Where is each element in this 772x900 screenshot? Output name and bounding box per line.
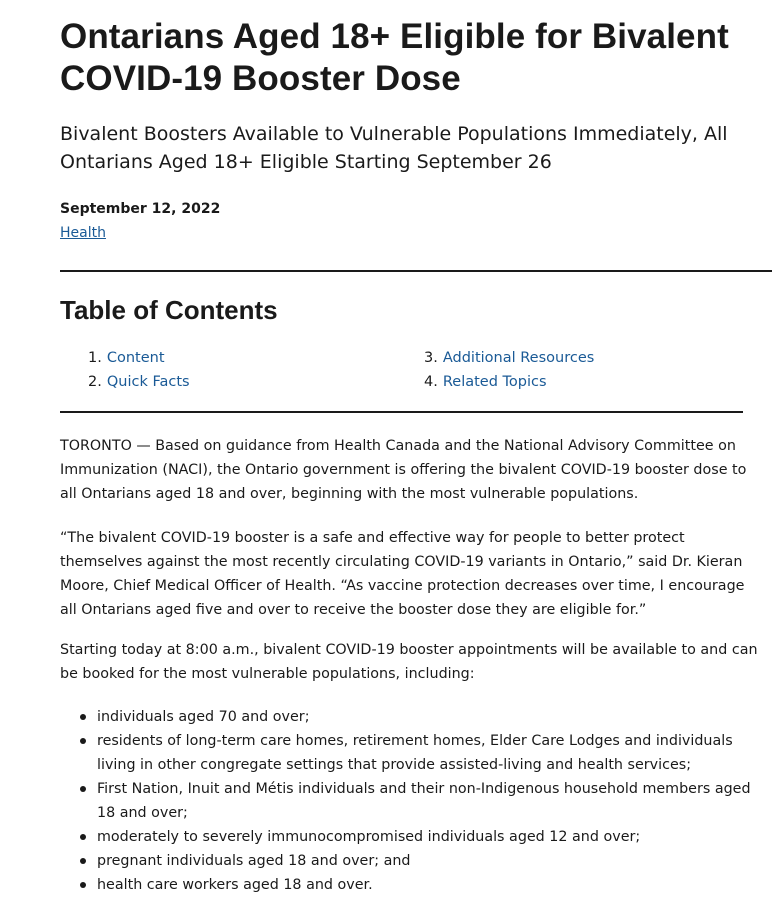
toc-item-content bbox=[88, 346, 190, 370]
list-item bbox=[77, 873, 757, 897]
list-item bbox=[77, 729, 757, 777]
body-paragraph: “The bivalent COVID-19 booster is a safe and effective way for people to better protect themselves against the most recently circulating COVID-19 variants in Ontario,” said Dr. Kieran Moore, Chief Medical Officer of Health. “As vaccine protection decreases over time, I encourage all Ontarians aged five and over to receive the booster dose they are eligible for.” bbox=[60, 530, 745, 618]
toc-item-quick-facts bbox=[88, 370, 190, 394]
list-item-text: residents of long-term care homes, retirement homes, Elder Care Lodges and individuals living in other congregate settings that provide assisted-living and health services; bbox=[97, 733, 733, 773]
eligible-populations-list bbox=[77, 705, 757, 897]
topic-link-health[interactable]: Health bbox=[60, 225, 106, 241]
page-title: Ontarians Aged 18+ Eligible for Bivalent COVID-19 Booster Dose bbox=[60, 17, 729, 98]
toc-number: 4. bbox=[424, 374, 438, 390]
divider-bottom bbox=[60, 411, 743, 413]
toc-item-additional-resources bbox=[424, 346, 594, 370]
bullet-icon bbox=[80, 858, 86, 864]
toc-link-additional-resources[interactable]: Additional Resources bbox=[442, 350, 595, 366]
page-subtitle: Bivalent Boosters Available to Vulnerable Populations Immediately, All Ontarians Aged 18+ Eligible Starting September 26 bbox=[60, 123, 728, 173]
list-item-text: health care workers aged 18 and over. bbox=[97, 877, 373, 893]
toc-heading: Table of Contents bbox=[60, 295, 278, 325]
divider-top bbox=[60, 270, 772, 272]
list-item-text: First Nation, Inuit and Métis individuals and their non-Indigenous household members aged 18 and over; bbox=[97, 781, 751, 821]
bullet-icon bbox=[80, 738, 86, 744]
bullet-icon bbox=[80, 714, 86, 720]
bullet-icon bbox=[80, 882, 86, 888]
toc-item-related-topics bbox=[424, 370, 594, 394]
toc-number: 3. bbox=[424, 350, 438, 366]
release-date: September 12, 2022 bbox=[60, 201, 221, 217]
toc-list-right bbox=[424, 346, 594, 394]
body-paragraph: TORONTO — Based on guidance from Health Canada and the National Advisory Committee on Immunization (NACI), the Ontario government is offering the bivalent COVID-19 booster dose to all Ontarians aged 18 and over, beginning with the most vulnerable populations. bbox=[60, 438, 747, 502]
toc-link-related-topics[interactable]: Related Topics bbox=[442, 374, 547, 390]
toc-link-content[interactable]: Content bbox=[106, 350, 165, 366]
list-item-text: moderately to severely immunocompromised individuals aged 12 and over; bbox=[97, 829, 641, 845]
toc-number: 2. bbox=[88, 374, 102, 390]
list-item-text: individuals aged 70 and over; bbox=[97, 709, 310, 725]
list-item bbox=[77, 705, 757, 729]
toc-number: 1. bbox=[88, 350, 102, 366]
list-item bbox=[77, 825, 757, 849]
list-item bbox=[77, 849, 757, 873]
toc-list-left bbox=[88, 346, 190, 394]
bullet-icon bbox=[80, 834, 86, 840]
toc-link-quick-facts[interactable]: Quick Facts bbox=[106, 374, 190, 390]
list-item-text: pregnant individuals aged 18 and over; and bbox=[97, 853, 411, 869]
list-item bbox=[77, 777, 757, 825]
bullet-icon bbox=[80, 786, 86, 792]
body-paragraph: Starting today at 8:00 a.m., bivalent COVID-19 booster appointments will be available to and can be booked for the most vulnerable populations, including: bbox=[60, 642, 758, 682]
